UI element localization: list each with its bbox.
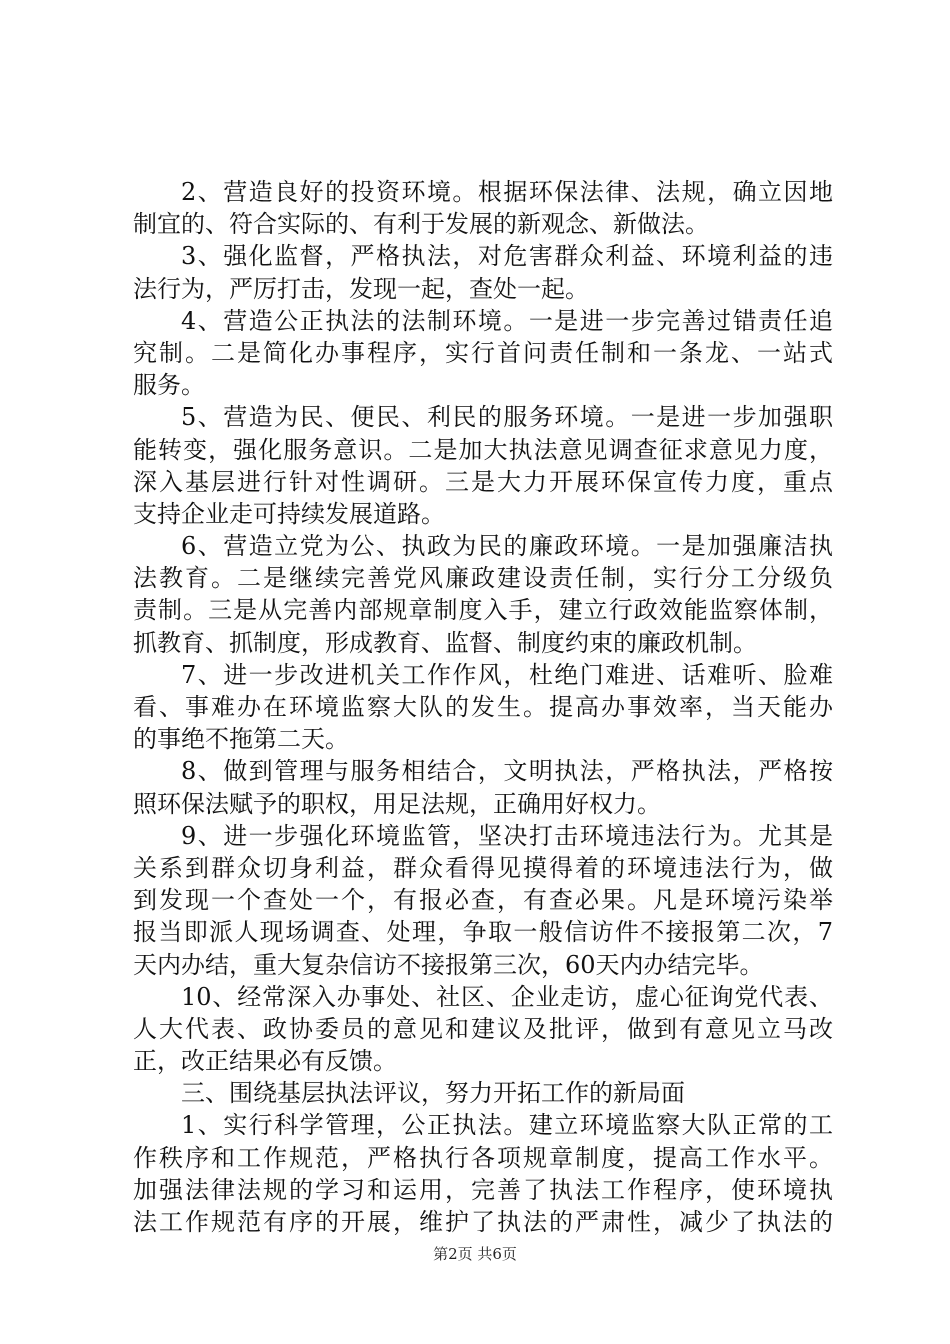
text-line: 人大代表、政协委员的意见和建议及批评，做到有意见立马改 [133,1014,833,1043]
text-line: 正，改正结果必有反馈。 [133,1047,397,1076]
page-number: 第2页 共6页 [433,1245,517,1263]
text-line: 看、事难办在环境监察大队的发生。提高办事效率，当天能办 [133,693,833,721]
text-line: 法工作规范有序的开展，维护了执法的严肃性，减少了执法的 [133,1208,833,1236]
text-line: 7、进一步改进机关工作作风，杜绝门难进、话难听、脸难 [181,660,833,689]
page-footer [0,1244,950,1264]
text-line: 服务。 [133,371,205,400]
text-line: 的事绝不拖第二天。 [133,725,349,754]
document-body [133,176,833,1238]
text-line: 能转变，强化服务意识。二是加大执法意见调查征求意见力度， [133,435,833,464]
text-line: 作秩序和工作规范，严格执行各项规章制度，提高工作水平。 [133,1143,833,1172]
text-line: 照环保法赋予的职权，用足法规，正确用好权力。 [133,789,661,818]
text-line: 深入基层进行针对性调研。三是大力开展环保宣传力度，重点 [133,467,833,496]
text-line: 到发现一个查处一个，有报必查，有查必果。凡是环境污染举 [133,886,833,915]
section-heading: 三、围绕基层执法评议，努力开拓工作的新局面 [181,1079,685,1108]
text-line: 责制。三是从完善内部规章制度入手，建立行政效能监察体制， [133,596,833,625]
text-line: 究制。二是简化办事程序，实行首问责任制和一条龙、一站式 [133,338,833,367]
text-line: 10、经常深入办事处、社区、企业走访，虚心征询党代表、 [181,982,833,1011]
text-line: 抓教育、抓制度，形成教育、监督、制度约束的廉政机制。 [133,628,757,657]
text-line: 3、强化监督，严格执法，对危害群众利益、环境利益的违 [181,242,833,271]
text-line: 加强法律法规的学习和运用，完善了执法工作程序，使环境执 [133,1175,833,1204]
text-line: 8、做到管理与服务相结合，文明执法，严格执法，严格按 [181,757,833,786]
text-line: 1、实行科学管理，公正执法。建立环境监察大队正常的工 [181,1111,833,1140]
text-line: 4、营造公正执法的法制环境。一是进一步完善过错责任追 [181,306,833,335]
text-line: 关系到群众切身利益，群众看得见摸得着的环境违法行为，做 [133,853,833,882]
text-line: 制宜的、符合实际的、有利于发展的新观念、新做法。 [133,210,709,239]
text-line: 9、进一步强化环境监管，坚决打击环境违法行为。尤其是 [181,821,833,850]
text-line: 支持企业走可持续发展道路。 [133,499,445,528]
text-line: 天内办结，重大复杂信访不接报第三次，60天内办结完毕。 [133,950,764,979]
text-line: 法行为，严厉打击，发现一起，查处一起。 [133,274,589,303]
text-line: 6、营造立党为公、执政为民的廉政环境。一是加强廉洁执 [181,532,833,561]
text-line: 法教育。二是继续完善党风廉政建设责任制，实行分工分级负 [133,564,833,593]
text-line: 5、营造为民、便民、利民的服务环境。一是进一步加强职 [181,403,833,432]
text-line: 报当即派人现场调查、处理，争取一般信访件不接报第二次，7 [133,918,833,947]
text-line: 2、营造良好的投资环境。根据环保法律、法规，确立因地 [181,178,833,206]
